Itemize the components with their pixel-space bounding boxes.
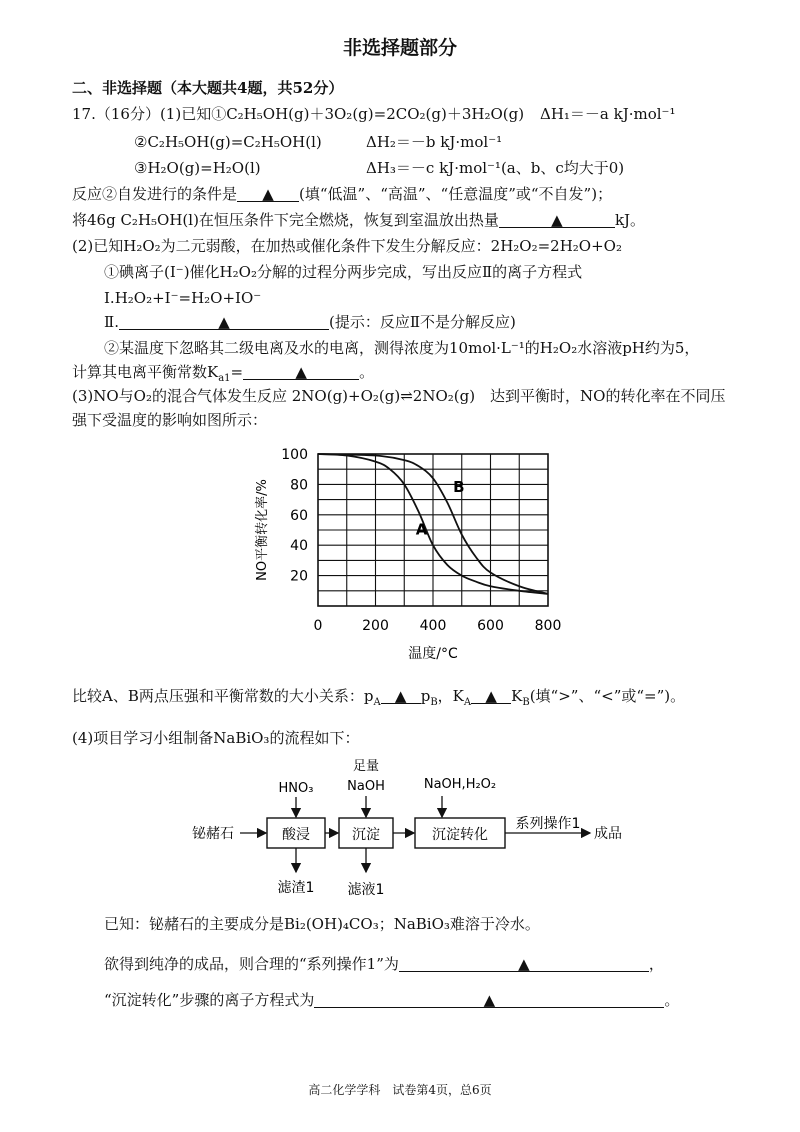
blank-marker: ▲ <box>394 687 407 705</box>
step-1: Ⅰ.H₂O₂+I⁻=H₂O+IO⁻ <box>104 289 262 307</box>
compare-line <box>72 686 685 706</box>
ka-text: 计算其电离平衡常数K <box>72 363 219 381</box>
compare-k2: K <box>511 687 523 705</box>
blank-marker: ▲ <box>218 313 230 331</box>
ka-equals: = <box>230 363 244 381</box>
step-2-line <box>104 312 516 332</box>
q2-intro: (2)已知H₂O₂为二元弱酸，在加热或催化条件下发生分解反应：2H₂O₂=2H₂O+O₂ <box>72 237 622 255</box>
q1a-line <box>72 184 612 204</box>
reagent-naoh: NaOH <box>347 779 385 794</box>
q2-1: ①碘离子(I⁻)催化H₂O₂分解的过程分两步完成，写出反应Ⅱ的离子方程式 <box>104 263 583 281</box>
x-axis-label: 温度/°C <box>408 646 458 662</box>
reagent-excess: 足量 <box>352 759 380 774</box>
q1b-text: 将46g C₂H₅OH(l)在恒压条件下完全燃烧，恢复到室温放出热量 <box>72 211 499 229</box>
step-precipitate: 沉淀 <box>352 827 380 843</box>
eq1: 17.（16分）(1)已知①C₂H₅OH(g)＋3O₂(g)=2CO₂(g)＋3H₂O(g) <box>72 105 525 123</box>
q2-2: ②某温度下忽略其二级电离及水的电离，测得浓度为10mol·L⁻¹的H₂O₂水溶液pH约为5， <box>104 339 700 357</box>
x-tick-label: 800 <box>534 618 562 634</box>
q4b-end: 。 <box>664 991 680 1009</box>
q4a-text: 欲得到纯净的成品，则合理的“系列操作1”为 <box>104 955 399 973</box>
answer-blank-operation[interactable] <box>399 954 649 972</box>
filtrate-1: 滤液1 <box>347 882 385 898</box>
answer-blank-k[interactable] <box>471 686 511 704</box>
answer-blank-p[interactable] <box>381 686 421 704</box>
blank-marker: ▲ <box>518 955 530 973</box>
q4a-end: ， <box>648 955 664 973</box>
q4b-text: “沉淀转化”步骤的离子方程式为 <box>104 991 315 1009</box>
step-2-hint: (提示：反应Ⅱ不是分解反应) <box>328 313 516 331</box>
answer-blank-ka[interactable] <box>243 362 359 380</box>
page-footer: 高二化学学科 试卷第4页，总6页 <box>308 1083 492 1097</box>
residue-1: 滤渣1 <box>277 880 315 896</box>
compare-p: p <box>420 687 431 705</box>
q3-line2: 强下受温度的影响如图所示： <box>72 411 268 429</box>
y-tick-label: 40 <box>290 538 308 555</box>
q1a-hint: (填“低温”、“高温”、“任意温度”或“不自发”)； <box>299 185 613 203</box>
answer-blank-ionic-eq[interactable] <box>314 990 664 1008</box>
page-title: 非选择题部分 <box>342 37 457 59</box>
q4b-line <box>104 990 679 1010</box>
operation-1: 系列操作1 <box>515 816 581 832</box>
answer-blank-1a[interactable] <box>237 184 299 202</box>
q1b-unit: kJ。 <box>614 211 646 229</box>
x-tick-label: 400 <box>419 618 447 634</box>
q4a-line <box>104 954 664 974</box>
x-tick-label: 200 <box>362 618 389 634</box>
dh3: ΔH₃＝－c kJ·mol⁻¹(a、b、c均大于0) <box>366 159 625 177</box>
y-axis-label: NO平衡转化率/% <box>255 479 270 581</box>
section-heading: 二、非选择题（本大题共4题，共52分） <box>72 79 344 97</box>
answer-blank-1b[interactable] <box>499 210 615 228</box>
y-tick-label: 100 <box>281 447 308 463</box>
blank-marker: ▲ <box>485 687 497 705</box>
step-conversion: 沉淀转化 <box>432 827 488 843</box>
product: 成品 <box>594 826 622 842</box>
raw-material: 铋赭石 <box>192 826 234 842</box>
compare-k: ，K <box>437 687 464 705</box>
known-info: 已知：铋赭石的主要成分是Bi₂(OH)₄CO₃；NaBiO₃难溶于冷水。 <box>104 915 540 933</box>
sub-a: A <box>463 697 472 708</box>
blank-marker: ▲ <box>295 363 307 381</box>
answer-blank-step2[interactable] <box>119 312 329 330</box>
x-tick-label: 600 <box>477 618 504 634</box>
y-tick-label: 20 <box>290 568 308 585</box>
blank-marker: ▲ <box>262 185 274 203</box>
x-tick-label: 0 <box>313 618 323 634</box>
q3-line1: (3)NO与O₂的混合气体发生反应 2NO(g)+O₂(g)⇌2NO₂(g) 达到平衡时，NO的转化率在不同压 <box>72 387 726 405</box>
ka-subscript: a1 <box>218 373 231 384</box>
point-label-B: B <box>453 478 465 496</box>
sub-b: B <box>430 697 438 708</box>
compare-text: 比较A、B两点压强和平衡常数的大小关系：p <box>72 687 374 705</box>
ka-end: 。 <box>359 363 375 381</box>
y-tick-label: 80 <box>290 477 308 494</box>
eq2: ②C₂H₅OH(g)=C₂H₅OH(l) <box>134 133 322 151</box>
process-flow <box>180 752 660 902</box>
point-label-A: A <box>415 520 428 539</box>
dh1: ΔH₁＝－a kJ·mol⁻¹ <box>540 105 676 123</box>
eq3: ③H₂O(g)=H₂O(l) <box>134 159 261 177</box>
dh2: ΔH₂＝－b kJ·mol⁻¹ <box>366 133 503 151</box>
q1a-text: 反应②自发进行的条件是 <box>72 185 238 203</box>
step-2-label: Ⅱ. <box>104 313 119 331</box>
q1b-line <box>72 210 645 230</box>
reagent-hno3: HNO₃ <box>278 781 314 796</box>
compare-hint: (填“>”、“<”或“=”)。 <box>529 687 686 705</box>
q2-2b-line <box>72 362 374 382</box>
sub-b: B <box>522 697 530 708</box>
y-tick-label: 60 <box>290 507 308 524</box>
blank-marker: ▲ <box>551 211 563 229</box>
reagent-naoh-h2o2: NaOH,H₂O₂ <box>423 777 497 792</box>
step-acid-leach: 酸浸 <box>282 827 310 843</box>
conversion-chart <box>230 438 590 668</box>
sub-a: A <box>373 697 381 708</box>
blank-marker: ▲ <box>483 991 496 1009</box>
q4-intro: (4)项目学习小组制备NaBiO₃的流程如下： <box>72 729 360 747</box>
